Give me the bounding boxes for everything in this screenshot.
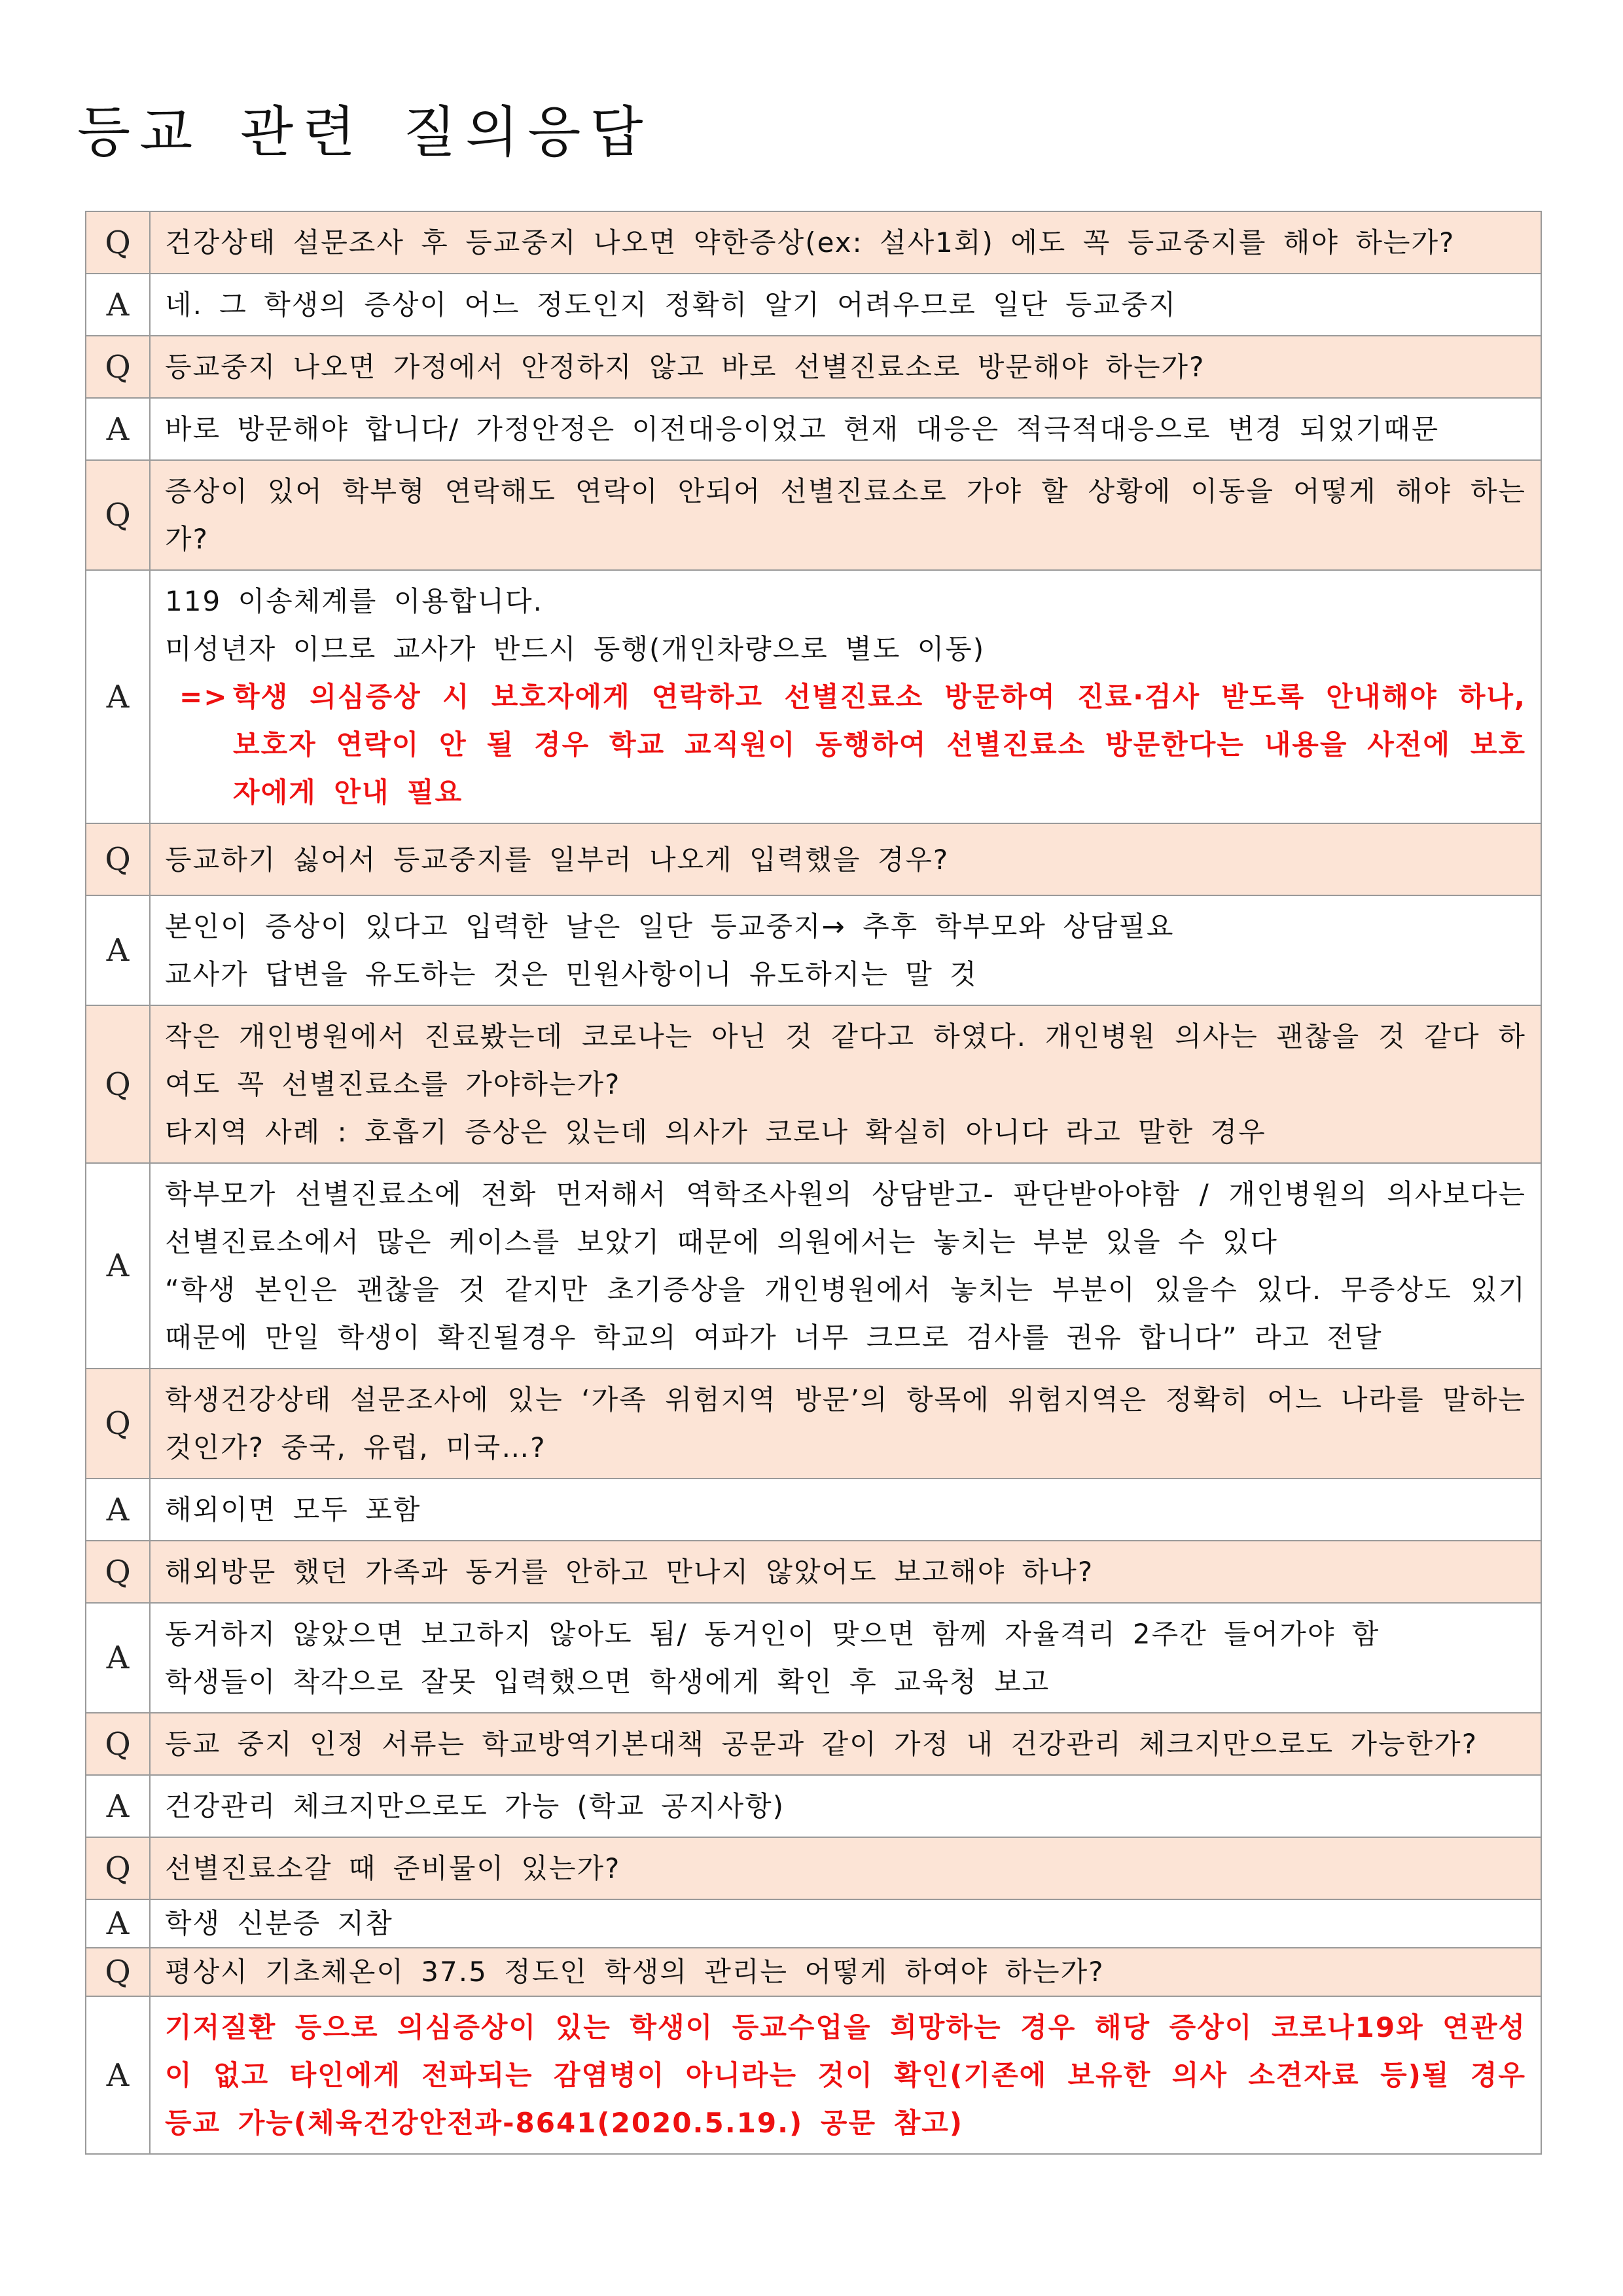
question-row [86, 1837, 1541, 1899]
question-text [150, 1948, 1541, 1996]
text-line: 학부모가 선별진료소에 전화 먼저해서 역학조사원의 상담받고- 판단받아야함 / 개인병원의 의사보다는 선별진료소에서 많은 케이스를 보았기 때문에 의원에서는 놓치는 부분 있을 수 있다 [165, 1178, 1526, 1258]
answer-marker: A [86, 1603, 150, 1713]
answer-marker: A [86, 570, 150, 823]
answer-text [150, 1996, 1541, 2154]
qa-table [85, 211, 1542, 2155]
answer-text [150, 398, 1541, 460]
answer-marker: A [86, 1479, 150, 1541]
answer-marker: A [86, 274, 150, 336]
text-line: 해외이면 모두 포함 [165, 1494, 421, 1526]
answer-row [86, 1603, 1541, 1713]
question-row [86, 1005, 1541, 1163]
text-line: 학생들이 착각으로 잘못 입력했으면 학생에게 확인 후 교육청 보고 [165, 1666, 1050, 1698]
answer-marker: A [86, 1163, 150, 1369]
question-text [150, 1713, 1541, 1775]
qa-table-body [86, 211, 1541, 2154]
question-marker: Q [86, 1005, 150, 1163]
text-line: 등교중지 나오면 가정에서 안정하지 않고 바로 선별진료소로 방문해야 하는가? [165, 351, 1205, 383]
question-marker: Q [86, 1837, 150, 1899]
text-line: 교사가 답변을 유도하는 것은 민원사항이니 유도하지는 말 것 [165, 958, 978, 990]
question-text [150, 460, 1541, 570]
text-line: 본인이 증상이 있다고 입력한 날은 일단 등교중지→ 추후 학부모와 상담필요 [165, 910, 1175, 942]
answer-text [150, 1163, 1541, 1369]
question-row [86, 211, 1541, 274]
arrow-marker: => [179, 681, 228, 713]
answer-row [86, 570, 1541, 823]
text-line: 학생 신분증 지참 [165, 1907, 393, 1939]
question-text [150, 336, 1541, 398]
text-line: 평상시 기초체온이 37.5 정도인 학생의 관리는 어떻게 하여야 하는가? [165, 1956, 1105, 1988]
answer-marker: A [86, 1775, 150, 1837]
answer-row [86, 1775, 1541, 1837]
text-line: 119 이송체계를 이용합니다. [165, 585, 543, 617]
text-line: 선별진료소갈 때 준비물이 있는가? [165, 1852, 621, 1884]
text-line: 등교 중지 인정 서류는 학교방역기본대책 공문과 같이 가정 내 건강관리 체크지만으로도 가능한가? [165, 1728, 1478, 1760]
question-marker: Q [86, 460, 150, 570]
question-text [150, 1369, 1541, 1479]
question-row [86, 1369, 1541, 1479]
answer-row [86, 895, 1541, 1005]
highlighted-note: 기저질환 등으로 의심증상이 있는 학생이 등교수업을 희망하는 경우 해당 증상이 코로나19와 연관성이 없고 타인에게 전파되는 감염병이 아니라는 것이 확인(기존에 보유한 의사 소견자료 등)될 경우 등교 가능(체육건강안전과-8641(2020.5.19.) 공문 참고) [165, 2011, 1526, 2139]
answer-row [86, 1479, 1541, 1541]
text-line: 작은 개인병원에서 진료봤는데 코로나는 아닌 것 같다고 하였다. 개인병원 의사는 괜찮을 것 같다 하여도 꼭 선별진료소를 가야하는가? [165, 1020, 1526, 1100]
text-line: 바로 방문해야 합니다/ 가정안정은 이전대응이었고 현재 대응은 적극적대응으로 변경 되었기때문 [165, 413, 1440, 445]
answer-text [150, 895, 1541, 1005]
text-line: 동거하지 않았으면 보고하지 않아도 됨/ 동거인이 맞으면 함께 자율격리 2주간 들어가야 함 [165, 1618, 1380, 1650]
text-line: 타지역 사례 : 호흡기 증상은 있는데 의사가 코로나 확실히 아니다 라고 말한 경우 [165, 1116, 1266, 1148]
answer-text [150, 274, 1541, 336]
question-marker: Q [86, 1948, 150, 1996]
question-row [86, 336, 1541, 398]
question-text [150, 211, 1541, 274]
answer-row [86, 1163, 1541, 1369]
question-marker: Q [86, 1713, 150, 1775]
question-marker: Q [86, 211, 150, 274]
question-text [150, 1005, 1541, 1163]
text-line: 네. 그 학생의 증상이 어느 정도인지 정확히 알기 어려우므로 일단 등교중지 [165, 289, 1177, 321]
question-row [86, 823, 1541, 895]
answer-text [150, 570, 1541, 823]
question-marker: Q [86, 823, 150, 895]
question-row [86, 1541, 1541, 1603]
text-line: “학생 본인은 괜찮을 것 같지만 초기증상을 개인병원에서 놓치는 부분이 있을수 있다. 무증상도 있기 때문에 만일 학생이 확진될경우 학교의 여파가 너무 크므로 검사를 권유 합니다” 라고 전달 [165, 1274, 1526, 1354]
text-line: 증상이 있어 학부형 연락해도 연락이 안되어 선별진료소로 가야 할 상황에 이동을 어떻게 해야 하는가? [165, 475, 1526, 555]
highlighted-note [165, 673, 1526, 816]
text-line: 미성년자 이므로 교사가 반드시 동행(개인차량으로 별도 이동) [165, 633, 986, 665]
question-marker: Q [86, 1369, 150, 1479]
text-line: 건강관리 체크지만으로도 가능 (학교 공지사항) [165, 1790, 785, 1822]
answer-marker: A [86, 1899, 150, 1948]
answer-row [86, 398, 1541, 460]
answer-row [86, 1996, 1541, 2154]
answer-marker: A [86, 1996, 150, 2154]
question-row [86, 1713, 1541, 1775]
question-text [150, 1541, 1541, 1603]
answer-marker: A [86, 895, 150, 1005]
answer-text [150, 1899, 1541, 1948]
question-marker: Q [86, 336, 150, 398]
question-text [150, 823, 1541, 895]
answer-row [86, 1899, 1541, 1948]
highlighted-note-text: 학생 의심증상 시 보호자에게 연락하고 선별진료소 방문하여 진료·검사 받도록 안내해야 하나, 보호자 연락이 안 될 경우 학교 교직원이 동행하여 선별진료소 방문한다는 내용을 사전에 보호자에게 안내 필요 [233, 681, 1526, 808]
answer-row [86, 274, 1541, 336]
question-row [86, 460, 1541, 570]
answer-marker: A [86, 398, 150, 460]
answer-text [150, 1775, 1541, 1837]
page-title: 등교 관련 질의응답 [77, 100, 652, 164]
answer-text [150, 1603, 1541, 1713]
text-line: 건강상태 설문조사 후 등교중지 나오면 약한증상(ex: 설사1회) 에도 꼭 등교중지를 해야 하는가? [165, 226, 1455, 259]
question-marker: Q [86, 1541, 150, 1603]
text-line: 학생건강상태 설문조사에 있는 ‘가족 위험지역 방문’의 항목에 위험지역은 정확히 어느 나라를 말하는 것인가? 중국, 유럽, 미국…? [165, 1384, 1526, 1463]
question-text [150, 1837, 1541, 1899]
text-line: 해외방문 했던 가족과 동거를 안하고 만나지 않았어도 보고해야 하나? [165, 1556, 1094, 1588]
question-row [86, 1948, 1541, 1996]
text-line: 등교하기 싫어서 등교중지를 일부러 나오게 입력했을 경우? [165, 843, 950, 876]
answer-text [150, 1479, 1541, 1541]
